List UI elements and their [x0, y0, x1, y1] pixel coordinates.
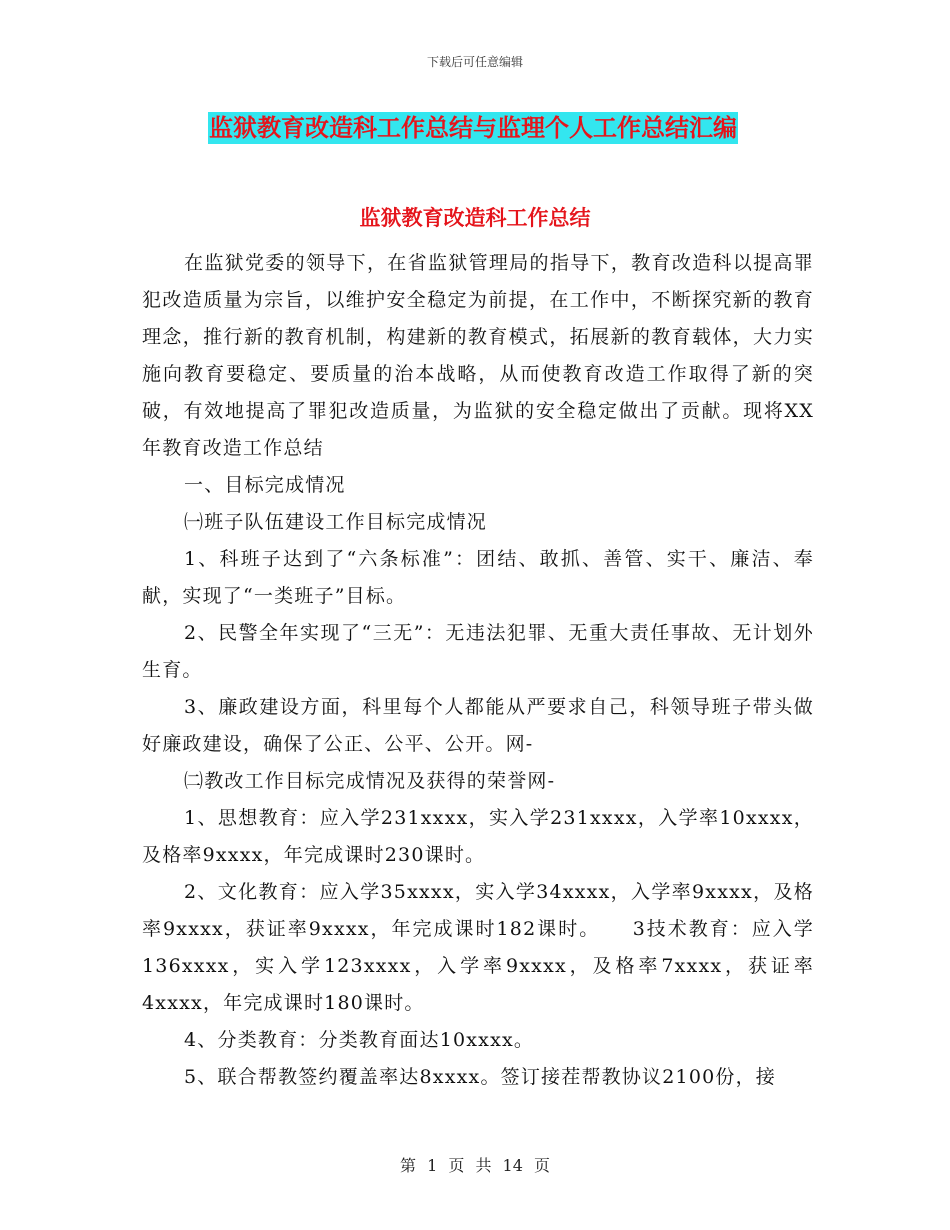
list-item: 4、分类教育：分类教育面达10xxxx。 — [184, 1029, 535, 1051]
list-item: 2、民警全年实现了“三无”：无违法犯罪、无重大责任事故、无计划外生育。 — [142, 622, 814, 681]
paragraph-intro: 在监狱党委的领导下，在省监狱管理局的指导下，教育改造科以提高罪犯改造质量为宗旨，以维护安全稳定为前提，在工作中，不断探究新的教育理念，推行新的教育机制，构建新的教育模式，拓展新的教育载体，大力实施向教育要稳定、要质量的治本战略，从而使教育改造工作取得了新的突破，有效地提高了罪犯改造质量，为监狱的安全稳定做出了贡献。现将XX年教育改造工作总结 — [142, 252, 814, 459]
list-item: 1、思想教育：应入学231xxxx，实入学231xxxx，入学率10xxxx，及格率9xxxx，年完成课时230课时。 — [142, 807, 814, 866]
heading-goals: 一、目标完成情况 — [184, 474, 346, 496]
page-header-note: 下载后可任意编辑 — [426, 55, 523, 69]
page-number-footer: 第 1 页 共 14 页 — [400, 1156, 550, 1175]
subheading-team: ㈠班子队伍建设工作目标完成情况 — [184, 511, 488, 533]
list-item: 5、联合帮教签约覆盖率达8xxxx。签订接茬帮教协议2100份，接 — [184, 1066, 776, 1088]
list-item: 3、廉政建设方面，科里每个人都能从严要求自己，科领导班子带头做好廉政建设，确保了公正、公平、公开。网- — [142, 696, 814, 755]
list-item: 1、科班子达到了“六条标准”：团结、敢抓、善管、实干、廉洁、奉献，实现了“一类班子”目标。 — [142, 548, 814, 607]
list-item: 2、文化教育：应入学35xxxx，实入学34xxxx，入学率9xxxx，及格率9xxxx，获证率9xxxx，年完成课时182课时。 3技术教育：应入学136xxxx，实入学123xxxx，入学率9xxxx，及格率7xxxx，获证率4xxxx，年完成课时180课时。 — [142, 881, 814, 1014]
section-title: 监狱教育改造科工作总结 — [359, 205, 591, 230]
subheading-education: ㈡教改工作目标完成情况及获得的荣誉网- — [184, 770, 556, 792]
document-title: 监狱教育改造科工作总结与监理个人工作总结汇编 — [209, 113, 737, 142]
document-body — [142, 245, 814, 1096]
